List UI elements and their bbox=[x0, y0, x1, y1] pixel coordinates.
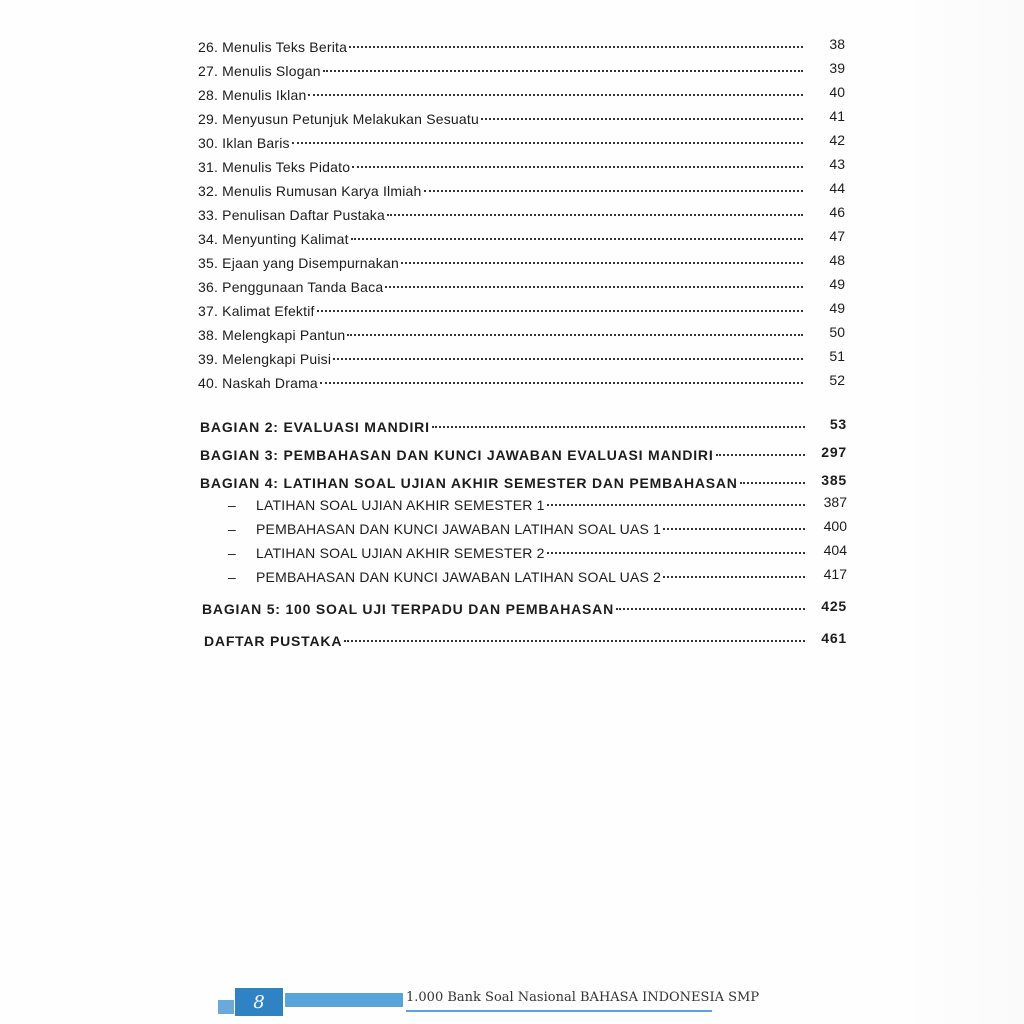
toc-entry-label: 31. Menulis Teks Pidato bbox=[198, 159, 351, 175]
toc-entry-label: 32. Menulis Rumusan Karya Ilmiah bbox=[198, 183, 422, 199]
toc-section-label: BAGIAN 3: PEMBAHASAN DAN KUNCI JAWABAN EVALUASI MANDIRI bbox=[200, 447, 714, 463]
toc-entry-label: 26. Menulis Teks Berita bbox=[198, 39, 348, 55]
toc-section-bagian-3 bbox=[200, 444, 847, 468]
toc-section-daftar-pustaka bbox=[204, 630, 847, 654]
toc-entry-label: 30. Iklan Baris bbox=[198, 135, 290, 151]
toc-subentry-page: 417 bbox=[823, 566, 847, 582]
toc-subentry-label: PEMBAHASAN DAN KUNCI JAWABAN LATIHAN SOAL UAS 2 bbox=[256, 569, 662, 585]
toc-section-label: BAGIAN 4: LATIHAN SOAL UJIAN AKHIR SEMESTER DAN PEMBAHASAN bbox=[200, 475, 738, 491]
toc-subentry-label: PEMBAHASAN DAN KUNCI JAWABAN LATIHAN SOAL UAS 1 bbox=[256, 521, 662, 537]
toc-entry-label: 36. Penggunaan Tanda Baca bbox=[198, 279, 384, 295]
toc-entry-page: 47 bbox=[829, 228, 845, 244]
toc-entry-page: 39 bbox=[829, 60, 845, 76]
toc-entry-label: 33. Penulisan Daftar Pustaka bbox=[198, 207, 385, 223]
footer-accent-bar bbox=[285, 993, 403, 1007]
toc-entry-label: 39. Melengkapi Puisi bbox=[198, 351, 332, 367]
toc-entry-page: 43 bbox=[829, 156, 845, 172]
toc-entry-label: 38. Melengkapi Pantun bbox=[198, 327, 346, 343]
toc-subentry-label: LATIHAN SOAL UJIAN AKHIR SEMESTER 1 bbox=[256, 497, 545, 513]
toc-entry-page: 52 bbox=[829, 372, 845, 388]
toc-entry-page: 41 bbox=[829, 108, 845, 124]
toc-section-page: 461 bbox=[821, 630, 847, 646]
toc-entry-page: 48 bbox=[829, 252, 845, 268]
toc-section-label: BAGIAN 5: 100 SOAL UJI TERPADU DAN PEMBAHASAN bbox=[202, 601, 614, 617]
toc-entry-label: 37. Kalimat Efektif bbox=[198, 303, 315, 319]
toc-section-page: 53 bbox=[829, 416, 847, 432]
toc-entry-page: 38 bbox=[829, 36, 845, 52]
toc-entry-label: 27. Menulis Slogan bbox=[198, 63, 321, 79]
toc-entry-page: 49 bbox=[829, 276, 845, 292]
toc-entry-page: 46 bbox=[829, 204, 845, 220]
footer-accent-bar bbox=[218, 1000, 234, 1014]
toc-entry-label: 34. Menyunting Kalimat bbox=[198, 231, 349, 247]
toc-section-page: 297 bbox=[821, 444, 847, 460]
toc-subentry-page: 387 bbox=[823, 494, 847, 510]
toc-subentry-page: 400 bbox=[823, 518, 847, 534]
page-edge-shade bbox=[894, 0, 1024, 1024]
toc-entry-page: 49 bbox=[829, 300, 845, 316]
toc-entry-label: 35. Ejaan yang Disempurnakan bbox=[198, 255, 399, 271]
toc-entry bbox=[198, 372, 845, 396]
footer-underline bbox=[406, 1010, 712, 1012]
toc-entry-page: 44 bbox=[829, 180, 845, 196]
toc-section-bagian-2 bbox=[200, 416, 847, 440]
toc-subentry bbox=[228, 566, 847, 590]
toc-entry-page: 42 bbox=[829, 132, 845, 148]
toc-entry-label: 28. Menulis Iklan bbox=[198, 87, 307, 103]
toc-section-bagian-5 bbox=[202, 598, 847, 622]
book-title: 1.000 Bank Soal Nasional BAHASA INDONESIA SMP bbox=[406, 990, 760, 1005]
toc-subentry-label: LATIHAN SOAL UJIAN AKHIR SEMESTER 2 bbox=[256, 545, 545, 561]
toc-section-label: BAGIAN 2: EVALUASI MANDIRI bbox=[200, 419, 430, 435]
page-number: 8 bbox=[235, 988, 283, 1016]
toc-entry-page: 50 bbox=[829, 324, 845, 340]
dash-marker: – bbox=[228, 497, 236, 513]
toc-subentry-page: 404 bbox=[823, 542, 847, 558]
toc-section-label: DAFTAR PUSTAKA bbox=[204, 633, 343, 649]
toc-entry-page: 51 bbox=[829, 348, 845, 364]
page-footer bbox=[218, 988, 760, 1016]
toc-entry-page: 40 bbox=[829, 84, 845, 100]
dash-marker: – bbox=[228, 545, 236, 561]
dash-marker: – bbox=[228, 521, 236, 537]
dash-marker: – bbox=[228, 569, 236, 585]
toc-section-page: 385 bbox=[821, 472, 847, 488]
toc-entry-label: 29. Menyusun Petunjuk Melakukan Sesuatu bbox=[198, 111, 479, 127]
toc-section-page: 425 bbox=[821, 598, 847, 614]
toc-entry-label: 40. Naskah Drama bbox=[198, 375, 318, 391]
